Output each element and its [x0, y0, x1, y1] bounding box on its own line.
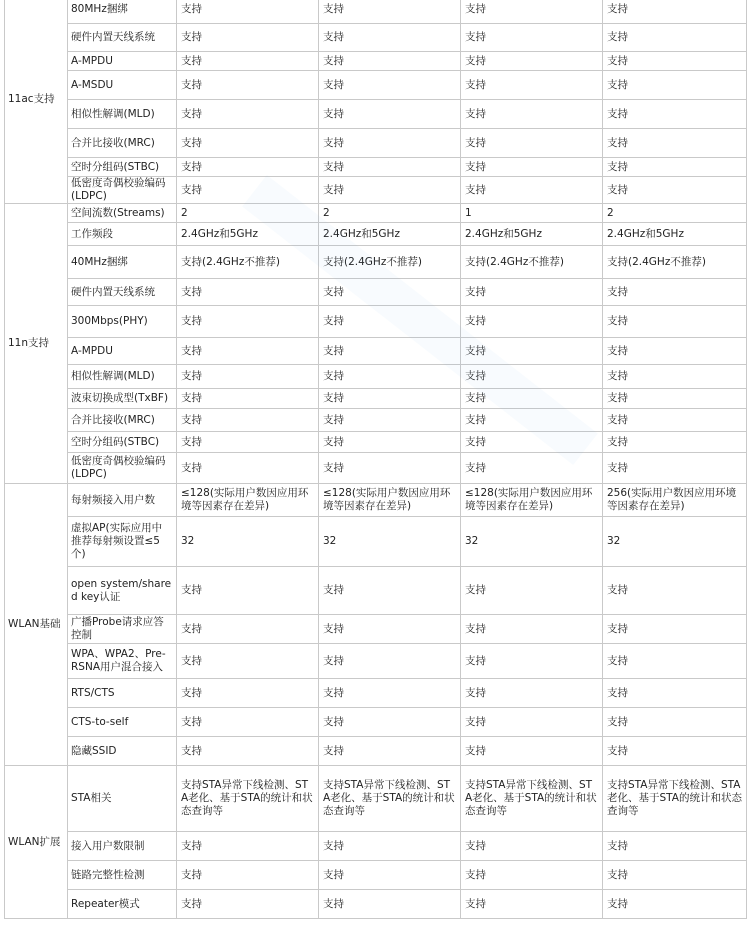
table-row — [5, 644, 747, 679]
table-row — [5, 567, 747, 615]
value-cell: 32 — [319, 517, 461, 567]
value-cell: 支持 — [461, 737, 603, 766]
value-cell: 支持 — [319, 832, 461, 861]
value-cell: 支持 — [603, 279, 747, 306]
value-cell: 支持 — [319, 453, 461, 484]
feature-cell: STA相关 — [68, 766, 177, 832]
value-cell: 2.4GHz和5GHz — [461, 223, 603, 246]
value-cell: 支持 — [177, 615, 319, 644]
feature-cell: 空时分组码(STBC) — [68, 158, 177, 177]
value-cell: 支持 — [319, 389, 461, 409]
value-cell: 支持 — [461, 52, 603, 71]
feature-cell: 合并比接收(MRC) — [68, 409, 177, 432]
value-cell: 支持 — [319, 432, 461, 453]
feature-cell: 空间流数(Streams) — [68, 204, 177, 223]
feature-cell: 空时分组码(STBC) — [68, 432, 177, 453]
value-cell: 支持 — [461, 129, 603, 158]
value-cell: 支持 — [319, 567, 461, 615]
feature-cell: 波束切换成型(TxBF) — [68, 389, 177, 409]
value-cell: 2.4GHz和5GHz — [603, 223, 747, 246]
value-cell: 支持 — [177, 279, 319, 306]
feature-cell: 硬件内置天线系统 — [68, 279, 177, 306]
table-row — [5, 246, 747, 279]
table-row — [5, 615, 747, 644]
feature-cell: A-MPDU — [68, 52, 177, 71]
table-row — [5, 409, 747, 432]
value-cell: 2.4GHz和5GHz — [177, 223, 319, 246]
table-row — [5, 338, 747, 365]
group-label: WLAN扩展 — [5, 766, 68, 919]
value-cell: 支持 — [461, 389, 603, 409]
value-cell: 支持 — [603, 129, 747, 158]
value-cell: 支持 — [319, 279, 461, 306]
value-cell: 支持 — [603, 432, 747, 453]
value-cell: 支持 — [319, 708, 461, 737]
value-cell: 支持 — [177, 389, 319, 409]
value-cell: 支持 — [177, 890, 319, 919]
feature-cell: 相似性解调(MLD) — [68, 365, 177, 389]
table-row — [5, 890, 747, 919]
feature-cell: 40MHz捆绑 — [68, 246, 177, 279]
table-row — [5, 737, 747, 766]
value-cell: 支持 — [177, 0, 319, 24]
value-cell: 支持 — [319, 338, 461, 365]
value-cell: 2.4GHz和5GHz — [319, 223, 461, 246]
value-cell: 支持 — [319, 100, 461, 129]
value-cell: 支持 — [319, 129, 461, 158]
feature-cell: 低密度奇偶校验编码(LDPC) — [68, 177, 177, 204]
feature-cell: 300Mbps(PHY) — [68, 306, 177, 338]
feature-cell: 接入用户数限制 — [68, 832, 177, 861]
value-cell: ≤128(实际用户数因应用环境等因素存在差异) — [461, 484, 603, 517]
value-cell: 支持 — [461, 409, 603, 432]
value-cell: 支持 — [177, 432, 319, 453]
value-cell: 支持 — [319, 71, 461, 100]
value-cell: 支持 — [461, 365, 603, 389]
table-row — [5, 177, 747, 204]
spec-table-body — [5, 0, 747, 919]
value-cell: 支持 — [603, 890, 747, 919]
value-cell: 支持STA异常下线检测、STA老化、基于STA的统计和状态查询等 — [319, 766, 461, 832]
value-cell: 支持 — [177, 409, 319, 432]
value-cell: 支持 — [319, 409, 461, 432]
value-cell: 支持 — [461, 0, 603, 24]
value-cell: 支持 — [603, 832, 747, 861]
value-cell: 支持 — [177, 129, 319, 158]
value-cell: ≤128(实际用户数因应用环境等因素存在差异) — [177, 484, 319, 517]
value-cell: 支持 — [461, 24, 603, 52]
table-row — [5, 517, 747, 567]
value-cell: 支持 — [319, 24, 461, 52]
value-cell: 支持 — [603, 100, 747, 129]
table-row — [5, 365, 747, 389]
feature-cell: RTS/CTS — [68, 679, 177, 708]
value-cell: 支持(2.4GHz不推荐) — [461, 246, 603, 279]
value-cell: 支持 — [603, 52, 747, 71]
value-cell: 支持 — [603, 708, 747, 737]
value-cell: 256(实际用户数因应用环境等因素存在差异) — [603, 484, 747, 517]
value-cell: 支持 — [177, 679, 319, 708]
value-cell: 支持 — [603, 338, 747, 365]
table-row — [5, 453, 747, 484]
value-cell: 支持 — [603, 409, 747, 432]
table-row — [5, 832, 747, 861]
value-cell: 支持 — [461, 338, 603, 365]
value-cell: 支持 — [177, 644, 319, 679]
value-cell: 支持 — [319, 306, 461, 338]
value-cell: 支持 — [461, 615, 603, 644]
value-cell: 支持 — [177, 861, 319, 890]
value-cell: 32 — [603, 517, 747, 567]
table-row — [5, 679, 747, 708]
value-cell: 支持 — [177, 832, 319, 861]
feature-cell: 工作频段 — [68, 223, 177, 246]
value-cell: 支持 — [319, 679, 461, 708]
value-cell: 支持 — [603, 567, 747, 615]
value-cell: 支持 — [603, 24, 747, 52]
value-cell: 支持STA异常下线检测、STA老化、基于STA的统计和状态查询等 — [461, 766, 603, 832]
value-cell: 支持 — [603, 306, 747, 338]
value-cell: 支持(2.4GHz不推荐) — [177, 246, 319, 279]
value-cell: 支持 — [177, 100, 319, 129]
value-cell: 2 — [319, 204, 461, 223]
value-cell: ≤128(实际用户数因应用环境等因素存在差异) — [319, 484, 461, 517]
value-cell: 支持 — [461, 679, 603, 708]
value-cell: 支持 — [461, 832, 603, 861]
feature-cell: 低密度奇偶校验编码(LDPC) — [68, 453, 177, 484]
value-cell: 支持 — [177, 708, 319, 737]
table-row — [5, 389, 747, 409]
value-cell: 支持 — [177, 453, 319, 484]
value-cell: 支持 — [461, 708, 603, 737]
value-cell: 32 — [177, 517, 319, 567]
value-cell: 支持 — [319, 861, 461, 890]
group-label: 11n支持 — [5, 204, 68, 484]
value-cell: 支持 — [603, 861, 747, 890]
table-row — [5, 306, 747, 338]
table-row — [5, 861, 747, 890]
table-row — [5, 279, 747, 306]
value-cell: 支持 — [461, 453, 603, 484]
table-row — [5, 0, 747, 24]
value-cell: 支持 — [319, 365, 461, 389]
feature-cell: 相似性解调(MLD) — [68, 100, 177, 129]
feature-cell: 隐藏SSID — [68, 737, 177, 766]
table-row — [5, 484, 747, 517]
value-cell: 32 — [461, 517, 603, 567]
value-cell: 支持 — [177, 177, 319, 204]
group-label: WLAN基础 — [5, 484, 68, 766]
value-cell: 支持 — [603, 158, 747, 177]
value-cell: 2 — [603, 204, 747, 223]
value-cell: 支持 — [603, 71, 747, 100]
value-cell: 支持STA异常下线检测、STA老化、基于STA的统计和状态查询等 — [177, 766, 319, 832]
value-cell: 支持 — [319, 52, 461, 71]
feature-cell: A-MPDU — [68, 338, 177, 365]
value-cell: 支持 — [603, 0, 747, 24]
table-row — [5, 708, 747, 737]
value-cell: 支持 — [177, 24, 319, 52]
feature-cell: WPA、WPA2、Pre-RSNA用户混合接入 — [68, 644, 177, 679]
table-row — [5, 223, 747, 246]
feature-cell: CTS-to-self — [68, 708, 177, 737]
feature-cell: 合并比接收(MRC) — [68, 129, 177, 158]
table-row — [5, 158, 747, 177]
feature-cell: 广播Probe请求应答控制 — [68, 615, 177, 644]
table-row — [5, 432, 747, 453]
value-cell: 支持 — [603, 365, 747, 389]
group-label: 11ac支持 — [5, 0, 68, 204]
value-cell: 支持 — [603, 679, 747, 708]
value-cell: 支持 — [177, 338, 319, 365]
feature-cell: A-MSDU — [68, 71, 177, 100]
value-cell: 支持 — [461, 567, 603, 615]
table-row — [5, 71, 747, 100]
feature-cell: 虚拟AP(实际应用中推荐每射频设置≤5个) — [68, 517, 177, 567]
table-row — [5, 766, 747, 832]
feature-cell: open system/shared key认证 — [68, 567, 177, 615]
feature-cell: 硬件内置天线系统 — [68, 24, 177, 52]
value-cell: 支持 — [177, 71, 319, 100]
table-row — [5, 129, 747, 158]
value-cell: 支持 — [461, 644, 603, 679]
value-cell: 支持(2.4GHz不推荐) — [319, 246, 461, 279]
feature-cell: 链路完整性检测 — [68, 861, 177, 890]
value-cell: 支持 — [461, 306, 603, 338]
value-cell: 支持 — [461, 890, 603, 919]
value-cell: 支持 — [177, 52, 319, 71]
value-cell: 支持 — [177, 737, 319, 766]
value-cell: 支持 — [177, 567, 319, 615]
table-row — [5, 24, 747, 52]
value-cell: 1 — [461, 204, 603, 223]
value-cell: 支持 — [603, 177, 747, 204]
value-cell: 支持 — [603, 389, 747, 409]
value-cell: 支持(2.4GHz不推荐) — [603, 246, 747, 279]
value-cell: 支持 — [603, 644, 747, 679]
value-cell: 支持 — [461, 71, 603, 100]
value-cell: 支持 — [461, 177, 603, 204]
table-row — [5, 204, 747, 223]
value-cell: 支持STA异常下线检测、STA老化、基于STA的统计和状态查询等 — [603, 766, 747, 832]
value-cell: 2 — [177, 204, 319, 223]
value-cell: 支持 — [177, 365, 319, 389]
value-cell: 支持 — [319, 158, 461, 177]
value-cell: 支持 — [461, 158, 603, 177]
feature-cell: 每射频接入用户数 — [68, 484, 177, 517]
value-cell: 支持 — [319, 890, 461, 919]
value-cell: 支持 — [603, 453, 747, 484]
value-cell: 支持 — [461, 279, 603, 306]
feature-cell: Repeater模式 — [68, 890, 177, 919]
value-cell: 支持 — [461, 100, 603, 129]
value-cell: 支持 — [461, 432, 603, 453]
value-cell: 支持 — [603, 737, 747, 766]
feature-cell: 80MHz捆绑 — [68, 0, 177, 24]
value-cell: 支持 — [319, 177, 461, 204]
table-row — [5, 100, 747, 129]
value-cell: 支持 — [319, 644, 461, 679]
value-cell: 支持 — [319, 737, 461, 766]
value-cell: 支持 — [319, 615, 461, 644]
value-cell: 支持 — [603, 615, 747, 644]
spec-table — [4, 0, 747, 919]
value-cell: 支持 — [461, 861, 603, 890]
value-cell: 支持 — [177, 158, 319, 177]
value-cell: 支持 — [319, 0, 461, 24]
table-row — [5, 52, 747, 71]
value-cell: 支持 — [177, 306, 319, 338]
